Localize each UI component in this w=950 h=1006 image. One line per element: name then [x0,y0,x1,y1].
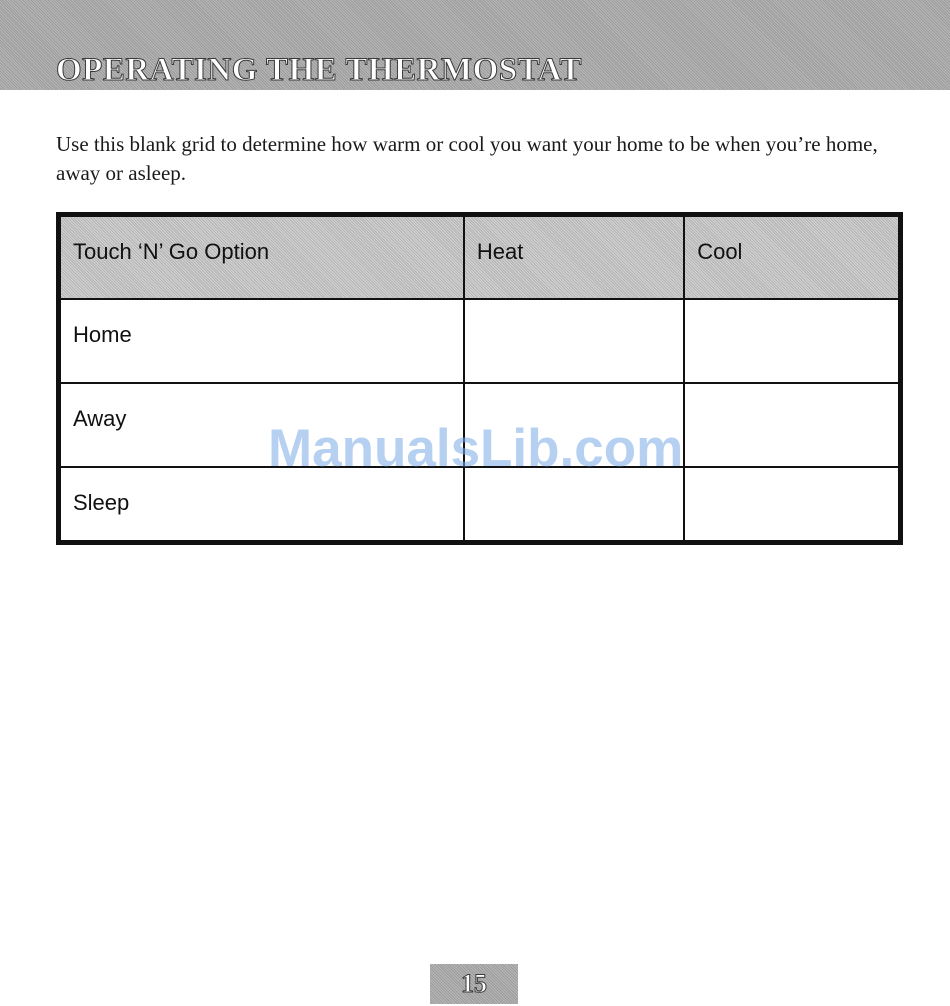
table-row [59,383,901,467]
cool-cell [684,467,900,542]
option-cell: Home [59,299,464,383]
watermark: ManualsLib.com [268,419,684,478]
heat-cell [464,383,684,467]
column-header-heat: Heat [464,215,684,299]
option-cell: Away [59,383,464,467]
heat-cell [464,467,684,542]
page-number: 15 [461,969,487,998]
grid-header-row [59,215,901,299]
page-number-box [430,964,518,1004]
intro-paragraph: Use this blank grid to determine how warm or cool you want your home to be when you’re home, away or asleep. [56,132,878,185]
column-header-option: Touch ‘N’ Go Option [59,215,464,299]
table-row [59,467,901,542]
heat-cell [464,299,684,383]
column-header-cool: Cool [684,215,900,299]
cool-cell [684,299,900,383]
settings-grid [56,212,903,545]
option-cell: Sleep [59,467,464,542]
page-title: OPERATING THE THERMOSTAT [56,52,583,88]
table-row [59,299,901,383]
cool-cell [684,383,900,467]
